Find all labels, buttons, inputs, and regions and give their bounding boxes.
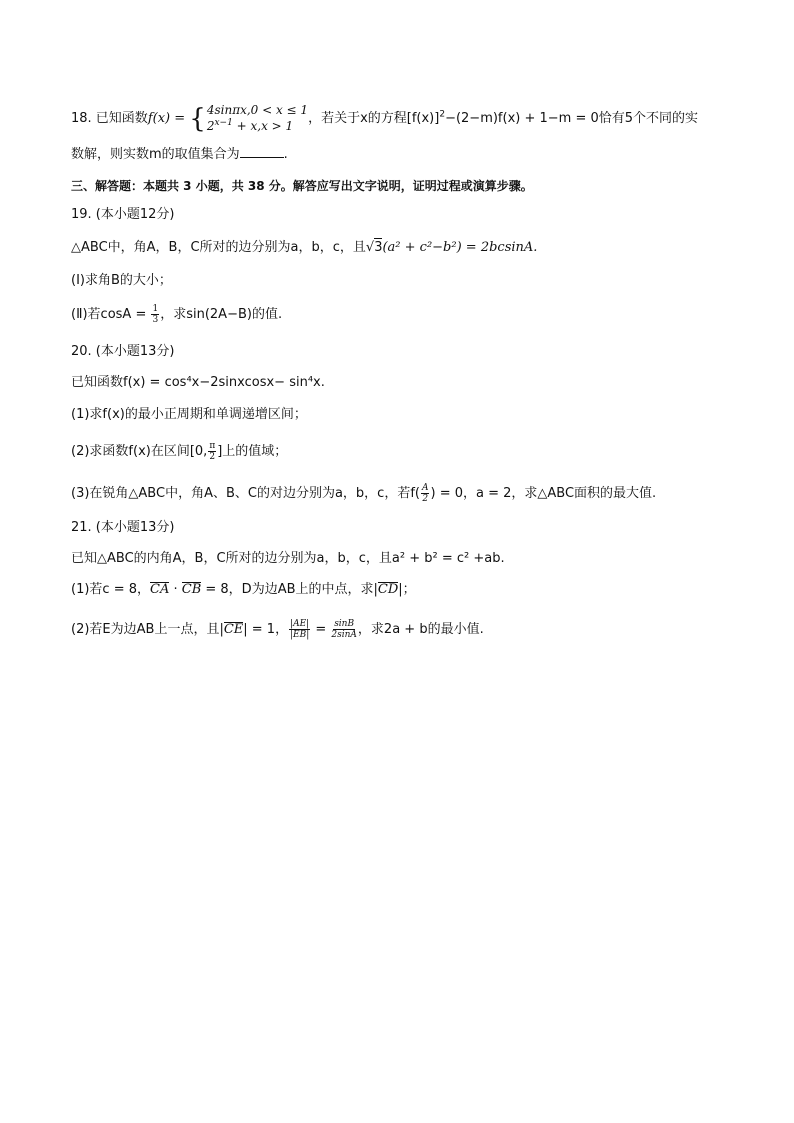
vector-ca: CA (150, 582, 170, 597)
piecewise-definition: { 4sinπx,0 < x ≤ 1 $2^{x-1} + x,x > 1$ (189, 103, 309, 134)
q19-stem: △ABC中，角A，B，C所对的边分别为a，b，c，且√3(a² + c²−b²) = 2bcsinA. (71, 240, 538, 255)
q21-part1: (1)若c = 8，CA · CB = 8，D为边AB上的中点，求|CD|； (71, 582, 416, 597)
q19-header: 19. (本小题12分) (71, 207, 175, 222)
case-2: $2^{x-1} + x,x > 1$ (206, 118, 294, 133)
q18-eq: = (170, 111, 190, 126)
fraction-ae-over-eb: $\frac{|AE|}{|EB|}$ (290, 619, 310, 640)
q18-fx: f(x) (147, 111, 171, 126)
q18-tail: −(2−m)f(x) + 1−m = 0恰有5个不同的实 (445, 111, 699, 126)
vector-cd: CD (377, 582, 399, 597)
q20-part3: (3)在锐角△ABC中，角A、B、C的对边分别为a，b，c，若f( $\frac{A}{2}$ ) = 0，a = 2，求△ABC面积的最大值. (71, 483, 657, 504)
vector-ce: CE (223, 622, 244, 637)
q19-part1: (Ⅰ)求角B的大小； (71, 273, 172, 288)
answer-blank (240, 145, 284, 158)
q18-square: 2 (439, 109, 446, 120)
q20-stem: 已知函数f(x) = cos⁴x−2sinxcosx− sin⁴x. (71, 375, 325, 390)
q20-part1: (1)求f(x)的最小正周期和单调递增区间； (71, 407, 307, 422)
fraction-a-over-2: $\frac{A}{2}$ (421, 483, 429, 504)
section-3-heading: 三、解答题：本题共 3 小题，共 38 分。解答应写出文字说明，证明过程或演算步骤。 (71, 179, 533, 193)
q21-header: 21. (本小题13分) (71, 520, 175, 535)
fraction-one-third: $\frac{1}{3}$ (152, 304, 159, 325)
q18-lead: 18. 已知函数 (71, 111, 148, 126)
q21-stem: 已知△ABC的内角A，B，C所对的边分别为a，b，c，且a² + b² = c² +ab. (71, 551, 505, 566)
q19-part2: (Ⅱ)若cosA = $\frac{1}{3}$ ，求sin(2A−B)的值. (71, 304, 283, 325)
case-1: 4sinπx,0 < x ≤ 1 (206, 103, 309, 117)
q18-line2: 数解，则实数m的取值集合为 . (71, 147, 288, 162)
q18-line1 (71, 104, 698, 133)
q20-part2: (2)求函数f(x)在区间[0, $\frac{\pi}{2}$ ]上的值域； (71, 441, 288, 462)
q20-header: 20. (本小题13分) (71, 344, 175, 359)
q21-part2: (2)若E为边AB上一点，且|CE| = 1， $\frac{|AE|}{|EB|}$ = $\frac{\sin B}{2\sin A}$ ，求2a + b的最小值. (71, 619, 484, 640)
q18-line2-text: 数解，则实数m的取值集合为 (71, 147, 240, 162)
fraction-sinb-over-2sina: $\frac{\sin B}{2\sin A}$ (331, 619, 357, 640)
vector-cb: CB (181, 582, 202, 597)
q18-mid: ，若关于x的方程[f(x)] (308, 111, 440, 126)
fraction-pi-over-2: $\frac{\pi}{2}$ (209, 441, 216, 462)
